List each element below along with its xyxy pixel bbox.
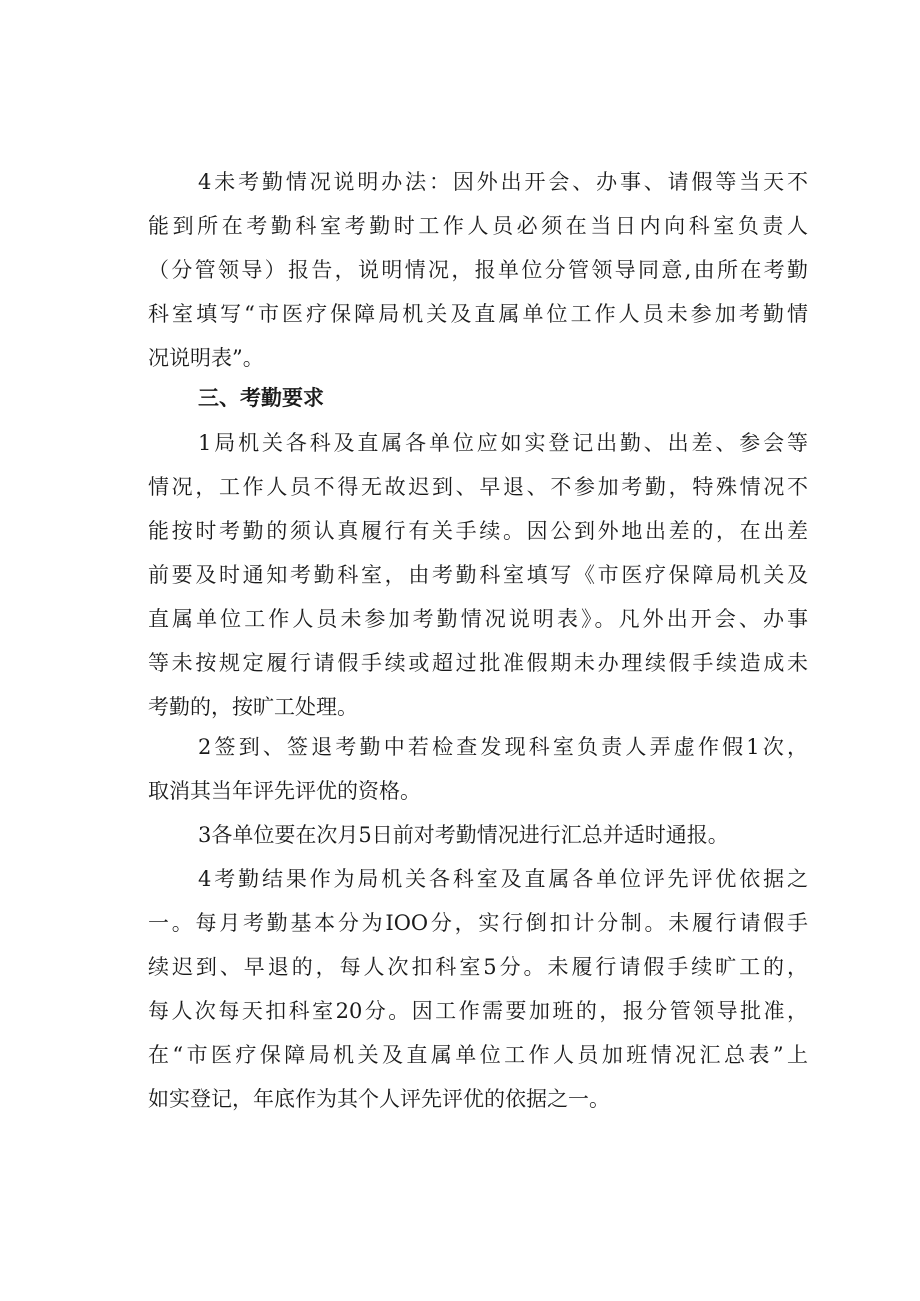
text-line: 能按时考勤的须认真履行有关手续。因公到外地出差的，在出差 bbox=[148, 519, 808, 543]
text-line: 情况，工作人员不得无故迟到、早退、不参加考勤，特殊情况不 bbox=[148, 475, 808, 499]
text-line: 况说明表”。 bbox=[148, 346, 264, 370]
text-line: 如实登记，年底作为其个人评先评优的依据之一。 bbox=[148, 1087, 610, 1111]
text-line: 2签到、签退考勤中若检查发现科室负责人弄虚作假1次， bbox=[198, 735, 808, 759]
text-line: 等未按规定履行请假手续或超过批准假期未办理续假手续造成未 bbox=[148, 651, 808, 675]
text-line: 4未考勤情况说明办法：因外出开会、办事、请假等当天不 bbox=[198, 170, 808, 194]
text-line: （分管领导）报告，说明情况，报单位分管领导同意,由所在考勤 bbox=[148, 258, 808, 282]
paragraph-requirement-1 bbox=[148, 421, 808, 729]
text-line: 每人次每天扣科室20分。因工作需要加班的，报分管领导批准， bbox=[148, 999, 808, 1023]
paragraph-requirement-3 bbox=[148, 813, 808, 857]
text-line: 续迟到、早退的，每人次扣科室5分。未履行请假手续旷工的， bbox=[148, 955, 808, 979]
text-line: 4考勤结果作为局机关各科室及直属各单位评先评优依据之 bbox=[198, 867, 808, 891]
paragraph-absence-explanation bbox=[148, 160, 808, 380]
text-line: 一。每月考勤基本分为IOO分，实行倒扣计分制。未履行请假手 bbox=[148, 911, 808, 935]
section-heading: 三、考勤要求 bbox=[198, 386, 324, 410]
text-line: 能到所在考勤科室考勤时工作人员必须在当日内向科室负责人 bbox=[148, 214, 808, 238]
text-line: 在“市医疗保障局机关及直属单位工作人员加班情况汇总表”上 bbox=[148, 1043, 808, 1067]
paragraph-requirement-4 bbox=[148, 857, 808, 1121]
text-line: 取消其当年评先评优的资格。 bbox=[148, 779, 421, 803]
text-line: 1局机关各科及直属各单位应如实登记出勤、出差、参会等 bbox=[198, 431, 808, 455]
text-line: 直属单位工作人员未参加考勤情况说明表》。凡外出开会、办事 bbox=[148, 607, 808, 631]
text-line: 考勤的，按旷工处理。 bbox=[148, 695, 358, 719]
paragraph-requirement-2 bbox=[148, 725, 808, 813]
text-line: 前要及时通知考勤科室，由考勤科室填写《市医疗保障局机关及 bbox=[148, 563, 808, 587]
text-line: 3各单位要在次月5日前对考勤情况进行汇总并适时通报。 bbox=[198, 823, 729, 847]
text-line: 科室填写“市医疗保障局机关及直属单位工作人员未参加考勤情 bbox=[148, 302, 808, 326]
